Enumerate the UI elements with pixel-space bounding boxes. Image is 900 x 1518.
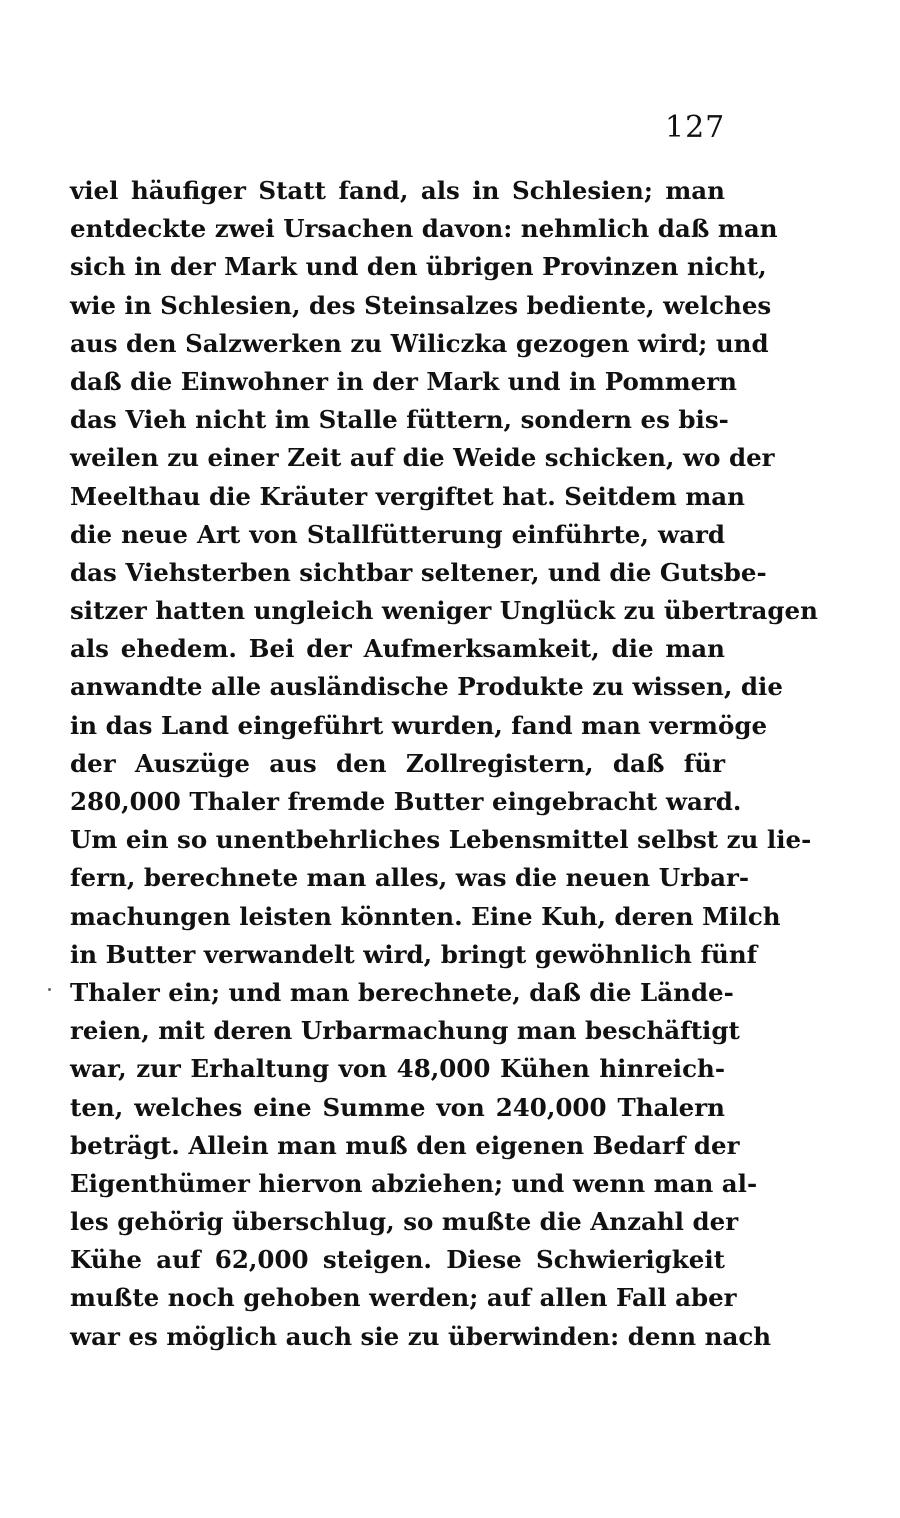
text-line: in Butter verwandelt wird, bringt gewöhnlich fünf	[70, 939, 758, 969]
text-line: das Vieh nicht im Stalle füttern, sondern es bis-	[70, 405, 729, 435]
text-line: die neue Art von Stallfütterung einführte, ward	[70, 519, 725, 549]
text-line: machungen leisten könnten. Eine Kuh, deren Milch	[70, 901, 781, 931]
text-line: Kühe auf 62,000 steigen. Diese Schwierigkeit	[70, 1245, 725, 1275]
text-line: aus den Salzwerken zu Wiliczka gezogen wird; und	[70, 328, 769, 358]
text-line: reien, mit deren Urbarmachung man beschäftigt	[70, 1016, 740, 1046]
text-line: entdeckte zwei Ursachen davon: nehmlich daß man	[70, 214, 778, 244]
text-line: daß die Einwohner in der Mark und in Pommern	[70, 366, 737, 396]
text-line: beträgt. Allein man muß den eigenen Bedarf der	[70, 1130, 740, 1160]
text-line: Eigenthümer hiervon abziehen; und wenn man al-	[70, 1168, 758, 1198]
text-line: 280,000 Thaler fremde Butter eingebracht ward.	[70, 787, 742, 816]
text-line: ten, welches eine Summe von 240,000 Thalern	[70, 1092, 725, 1122]
text-line: Meelthau die Kräuter vergiftet hat. Seitdem man	[70, 481, 745, 511]
text-line: das Viehsterben sichtbar seltener, und die Gutsbe-	[70, 557, 767, 587]
text-line: der Auszüge aus den Zollregistern, daß für	[70, 748, 725, 778]
text-line: sitzer hatten ungleich weniger Unglück zu übertragen	[70, 596, 818, 626]
text-line: fern, berechnete man alles, was die neuen Urbar-	[70, 863, 750, 893]
text-line: als ehedem. Bei der Aufmerksamkeit, die man	[70, 634, 725, 664]
text-line: sich in der Mark und den übrigen Provinzen nicht,	[70, 252, 767, 282]
text-line: weilen zu einer Zeit auf die Weide schicken, wo der	[70, 443, 775, 473]
text-line: Thaler ein; und man berechnete, daß die Lände-	[70, 977, 734, 1007]
text-line: Um ein so unentbehrliches Lebensmittel selbst zu lie-	[70, 825, 812, 855]
text-line: war es möglich auch sie zu überwinden: denn nach	[70, 1321, 772, 1351]
text-line: viel häufiger Statt fand, als in Schlesien; man	[70, 176, 725, 205]
text-line: wie in Schlesien, des Steinsalzes bediente, welches	[70, 290, 772, 320]
text-line: anwandte alle ausländische Produkte zu wissen, die	[70, 672, 783, 702]
text-line: mußte noch gehoben werden; auf allen Fall aber	[70, 1283, 737, 1313]
ink-speck	[48, 988, 51, 991]
text-line: war, zur Erhaltung von 48,000 Kühen hinreich-	[70, 1054, 725, 1084]
page-number: 127	[665, 110, 726, 145]
text-line: les gehörig überschlug, so mußte die Anzahl der	[70, 1207, 739, 1237]
text-line: in das Land eingeführt wurden, fand man vermöge	[70, 710, 768, 740]
body-text	[70, 172, 818, 1356]
